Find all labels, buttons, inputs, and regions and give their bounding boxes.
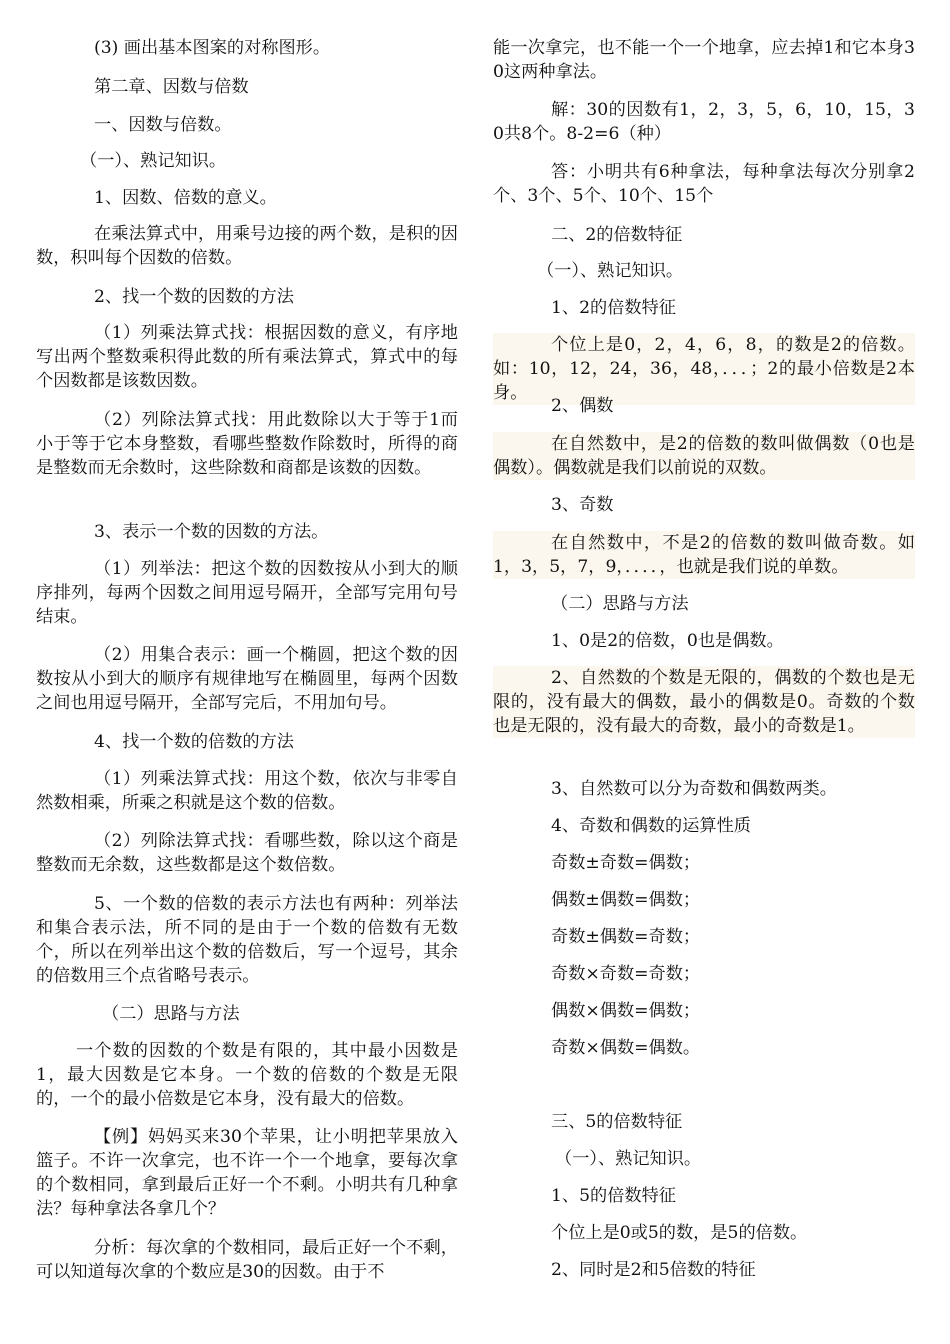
paragraph: 个位上是0或5的数，是5的倍数。 — [551, 1223, 808, 1243]
paragraph: 2、自然数的个数是无限的，偶数的个数也是无限的，没有最大的偶数，最小的偶数是0。奇数的个数也是无限的，没有最大的奇数，最小的奇数是1。 — [493, 668, 915, 736]
item-heading: 3、表示一个数的因数的方法。 — [94, 522, 329, 542]
item-heading: 1、5的倍数特征 — [551, 1186, 676, 1206]
paragraph: 一个数的因数的个数是有限的，其中最小因数是1，最大因数是它本身。一个数的倍数的个数是无限的，一个的最小倍数是它本身，没有最大的倍数。 — [36, 1041, 458, 1109]
paragraph: （1）列举法：把这个数的因数按从小到大的顺序排列，每两个因数之间用逗号隔开，全部写完用句号结束。 — [36, 559, 458, 627]
paragraph: 3、自然数可以分为奇数和偶数两类。 — [551, 779, 837, 799]
chapter-heading: 第二章、因数与倍数 — [94, 77, 249, 97]
formula: 偶数±偶数=偶数； — [551, 890, 701, 910]
example-paragraph: 【例】妈妈买来30个苹果，让小明把苹果放入篮子。不许一次拿完，也不许一个一个地拿，要每次拿的个数相同，拿到最后正好一个不剩。小明共有几种拿法？每种拿法各拿几个？ — [36, 1127, 458, 1219]
paragraph: 在乘法算式中，用乘号边接的两个数，是积的因数，积叫每个因数的倍数。 — [36, 224, 458, 268]
subsection-heading: （一）、熟记知识。 — [80, 151, 227, 171]
formula: 奇数×奇数=奇数； — [551, 964, 701, 984]
subsection-heading: （二）思路与方法 — [102, 1004, 240, 1024]
paragraph: （1）列乘法算式找：用这个数，依次与非零自然数相乘，所乘之积就是这个数的倍数。 — [36, 769, 458, 813]
subsection-heading: （一）、熟记知识。 — [537, 261, 684, 281]
paragraph: (3) 画出基本图案的对称图形。 — [94, 38, 331, 58]
subsection-heading: （二）思路与方法 — [551, 594, 689, 614]
item-heading: 1、2的倍数特征 — [551, 298, 676, 318]
formula: 奇数±偶数=奇数； — [551, 927, 701, 947]
paragraph: （2）列除法算式找：用此数除以大于等于1而小于等于它本身整数，看哪些整数作除数时，所得的商是整数而无余数时，这些除数和商都是该数的因数。 — [36, 410, 458, 478]
paragraph: （2）用集合表示：画一个椭圆，把这个数的因数按从小到大的顺序有规律地写在椭圆里，每两个因数之间也用逗号隔开，全部写完后，不用加句号。 — [36, 645, 458, 713]
paragraph: 在自然数中，是2的倍数的数叫做偶数（0也是偶数）。偶数就是我们以前说的双数。 — [493, 434, 915, 478]
paragraph: （2）列除法算式找：看哪些数，除以这个商是整数而无余数，这些数都是这个数倍数。 — [36, 831, 458, 875]
paragraph: 答：小明共有6种拿法，每种拿法每次分别拿2个、3个、5个、10个、15个 — [493, 162, 915, 206]
item-heading: 2、同时是2和5倍数的特征 — [551, 1260, 756, 1280]
paragraph: 1、0是2的倍数，0也是偶数。 — [551, 631, 784, 651]
formula: 奇数±奇数=偶数； — [551, 853, 701, 873]
item-heading: 2、偶数 — [551, 396, 614, 416]
formula: 偶数×偶数=偶数； — [551, 1001, 701, 1021]
item-heading: 4、奇数和偶数的运算性质 — [551, 816, 751, 836]
section-heading: 三、5的倍数特征 — [551, 1112, 683, 1132]
item-heading: 2、找一个数的因数的方法 — [94, 287, 294, 307]
formula: 奇数×偶数=偶数。 — [551, 1038, 701, 1058]
item-heading: 3、奇数 — [551, 495, 614, 515]
paragraph: （1）列乘法算式找：根据因数的意义，有序地写出两个整数乘积得此数的所有乘法算式，算式中的每个因数都是该数因数。 — [36, 323, 458, 391]
paragraph: 在自然数中，不是2的倍数的数叫做奇数。如1，3，5，7，9，．．．．，也就是我们说的单数。 — [493, 533, 915, 577]
item-heading: 4、找一个数的倍数的方法 — [94, 732, 294, 752]
paragraph: 解：30的因数有1，2，3，5，6，10，15，30共8个。8-2=6（种） — [493, 100, 915, 144]
section-heading: 一、因数与倍数。 — [94, 115, 232, 135]
section-heading: 二、2的倍数特征 — [551, 225, 683, 245]
item-heading: 1、因数、倍数的意义。 — [94, 188, 277, 208]
paragraph: 个位上是0，2，4，6，8，的数是2的倍数。如：10，12，24，36，48，．．．；2的最小倍数是2本身。 — [493, 335, 915, 403]
paragraph: 能一次拿完，也不能一个一个地拿，应去掉1和它本身30这两种拿法。 — [493, 38, 915, 82]
paragraph: 5、一个数的倍数的表示方法也有两种：列举法和集合表示法，所不同的是由于一个数的倍数有无数个，所以在列举出这个数的倍数后，写一个逗号，其余的倍数用三个点省略号表示。 — [36, 894, 458, 986]
paragraph: 分析：每次拿的个数相同，最后正好一个不剩，可以知道每次拿的个数应是30的因数。由于不 — [36, 1238, 458, 1282]
subsection-heading: （一）、熟记知识。 — [555, 1149, 702, 1169]
